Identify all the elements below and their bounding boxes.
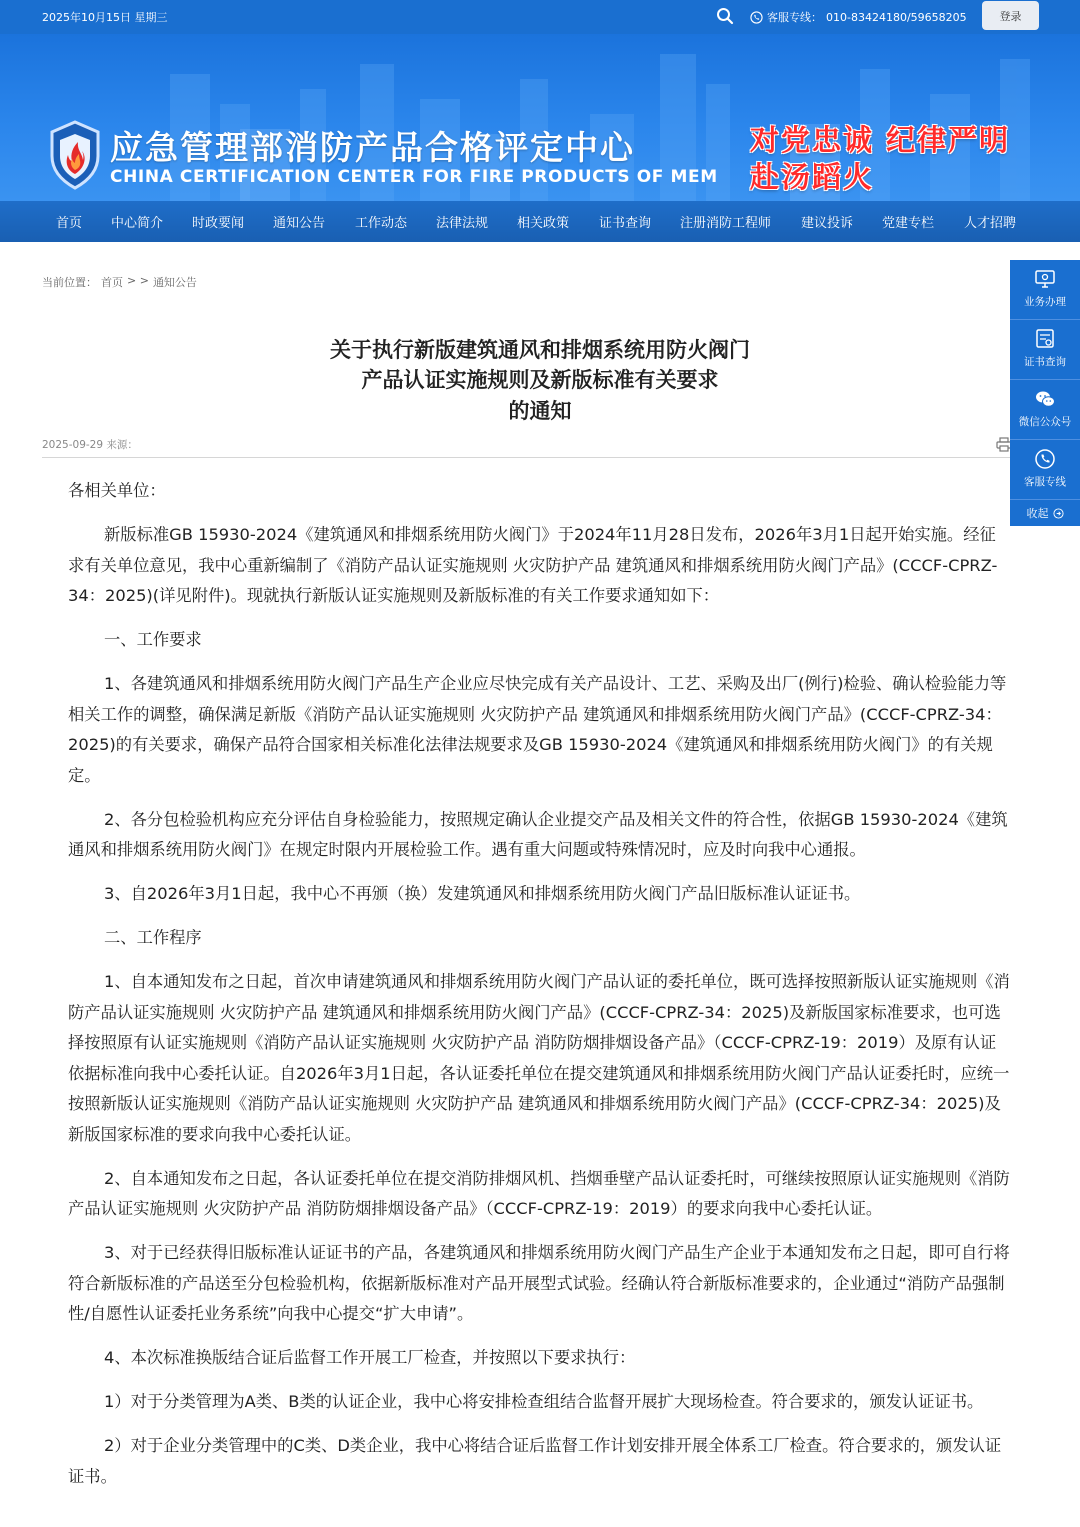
breadcrumb: [42, 274, 197, 290]
nav-item-laws[interactable]: 法律法规: [436, 216, 489, 231]
slogan-line1: 对党忠诚 纪律严明: [750, 123, 1011, 157]
side-item-business[interactable]: [1010, 260, 1080, 320]
login-button[interactable]: 登录: [982, 1, 1039, 30]
collapse-button[interactable]: [1010, 500, 1080, 526]
article-title-line2: 产品认证实施规则及新版标准有关要求: [361, 368, 719, 392]
article-paragraph: 1、各建筑通风和排烟系统用防火阀门产品生产企业应尽快完成有关产品设计、工艺、采购及出厂(例行)检验、确认检验能力等相关工作的调整，确保满足新版《消防产品认证实施规则 火灾防护产品 建筑通风和排烟系统用防火阀门产品》(CCCF-CPRZ-34：2025)的有关要求，确保产品符合国家相关标准化法律法规要求及GB 15930-2024《建筑通风和排烟系统用防火阀门》的有关规定。: [68, 674, 1007, 785]
side-item-label: 业务办理: [1024, 296, 1066, 308]
nav-item-news[interactable]: 时政要闻: [192, 216, 245, 231]
article-paragraph: 新版标准GB 15930-2024《建筑通风和排烟系统用防火阀门》于2024年11月28日发布，2026年3月1日起开始实施。经征求有关单位意见，我中心重新编制了《消防产品认证实施规则 火灾防护产品 建筑通风和排烟系统用防火阀门产品》(CCCF-CPRZ-34：2025)(详见附件)。现就执行新版认证实施规则及新版标准的有关工作要求通知如下：: [68, 525, 998, 605]
hotline-label: 客服专线：: [767, 11, 822, 24]
side-item-hotline[interactable]: [1010, 440, 1080, 500]
floating-service-panel: [1010, 260, 1080, 526]
article-paragraph: 2、自本通知发布之日起，各认证委托单位在提交消防排烟风机、挡烟垂壁产品认证委托时，可继续按照原认证实施规则《消防产品认证实施规则 火灾防护产品 消防防烟排烟设备产品》（CCCF-CPRZ-19：2019）的要求向我中心委托认证。: [68, 1168, 1010, 1218]
certificate-icon: [1034, 328, 1056, 350]
collapse-label: 收起: [1026, 507, 1049, 520]
article-paragraph: 3、对于已经获得旧版标准认证证书的产品，各建筑通风和排烟系统用防火阀门产品生产企业于本通知发布之日起，即可自行将符合新版标准的产品送至分包检验机构，依据新版标准对产品开展型式试验。经确认符合新版标准要求的，企业通过“消防产品强制性/自愿性认证委托业务系统”向我中心提交“扩大申请”。: [68, 1243, 1010, 1323]
article-title-line3: 的通知: [508, 399, 572, 423]
phone-icon: [750, 11, 763, 24]
site-subtitle-en: CHINA CERTIFICATION CENTER FOR FIRE PRODUCTS OF MEM: [110, 167, 718, 187]
article-paragraph: 1、自本通知发布之日起，首次申请建筑通风和排烟系统用防火阀门产品认证的委托单位，既可选择按照新版认证实施规则《消防产品认证实施规则 火灾防护产品 建筑通风和排烟系统用防火阀门产品》(CCCF-CPRZ-34：2025)及新版国家标准要求，也可选择按照原有认证实施规则《消防产品认证实施规则 火灾防护产品 消防防烟排烟设备产品》（CCCF-CPRZ-19：2019）及原有认证依据标准向我中心委托认证。自2026年3月1日起，各认证委托单位在提交建筑通风和排烟系统用防火阀门产品认证委托时，应统一按照新版认证实施规则《消防产品认证实施规则 火灾防护产品 建筑通风和排烟系统用防火阀门产品》(CCCF-CPRZ-34：2025)及新版国家标准的要求向我中心委托认证。: [68, 972, 1010, 1144]
article-title-line1: 关于执行新版建筑通风和排烟系统用防火阀门: [330, 338, 750, 362]
phone-icon: [1034, 448, 1056, 470]
wechat-icon: [1034, 388, 1056, 410]
article-paragraph: 2、各分包检验机构应充分评估自身检验能力，按照规定确认企业提交产品及相关文件的符合性，依据GB 15930-2024《建筑通风和排烟系统用防火阀门》在规定时限内开展检验工作。遇有重大问题或特殊情况时，应及时向我中心通报。: [68, 809, 1008, 859]
nav-item-party-building[interactable]: 党建专栏: [882, 216, 935, 231]
article-paragraph: 3、自2026年3月1日起，我中心不再颁（换）发建筑通风和排烟系统用防火阀门产品旧版标准认证证书。: [104, 884, 861, 903]
hotline: [750, 9, 967, 25]
article-paragraph: 4、本次标准换版结合证后监督工作开展工厂检查，并按照以下要求执行：: [104, 1348, 636, 1367]
fire-shield-logo-icon: [48, 120, 102, 190]
breadcrumb-prefix: 当前位置：: [42, 276, 97, 289]
slogan-line2: 赴汤蹈火: [750, 160, 875, 194]
site-title: 应急管理部消防产品合格评定中心: [110, 128, 635, 167]
nav-item-complaints[interactable]: 建议投诉: [801, 216, 854, 231]
article-body: [68, 476, 1010, 1506]
current-date: 2025年10月15日 星期三: [42, 11, 168, 24]
side-item-wechat[interactable]: [1010, 380, 1080, 440]
arrow-right-circle-icon: [1053, 508, 1064, 519]
nav-item-notices[interactable]: 通知公告: [273, 216, 326, 231]
article-paragraph: 1）对于分类管理为A类、B类的认证企业，我中心将安排检查组结合监督开展扩大现场检查。符合要求的，颁发认证证书。: [104, 1392, 984, 1411]
side-item-label: 微信公众号: [1018, 416, 1072, 428]
nav-item-certificate-query[interactable]: 证书查询: [599, 216, 652, 231]
site-banner: [0, 34, 1080, 201]
breadcrumb-home[interactable]: 首页: [101, 276, 123, 289]
nav-item-fire-engineer[interactable]: 注册消防工程师: [680, 216, 772, 231]
title-divider: [42, 457, 1010, 458]
salutation: 各相关单位：: [68, 481, 166, 500]
side-item-label: 证书查询: [1024, 356, 1066, 368]
side-item-label: 客服专线: [1024, 476, 1066, 488]
nav-item-recruitment[interactable]: 人才招聘: [964, 216, 1017, 231]
monitor-icon: [1034, 268, 1056, 290]
hotline-number: 010-83424180/59658205: [826, 10, 967, 24]
nav-item-work-updates[interactable]: 工作动态: [355, 216, 408, 231]
breadcrumb-current[interactable]: 通知公告: [152, 276, 197, 289]
nav-item-home[interactable]: 首页: [56, 216, 83, 231]
side-item-certificate[interactable]: [1010, 320, 1080, 380]
nav-item-about[interactable]: 中心简介: [111, 216, 164, 231]
main-nav: [0, 201, 1080, 242]
article-paragraph: 2）对于企业分类管理中的C类、D类企业，我中心将结合证后监督工作计划安排开展全体系工厂检查。符合要求的，颁发认证证书。: [68, 1436, 1002, 1486]
top-bar: [0, 0, 1080, 34]
section-heading: 二、工作程序: [104, 928, 202, 947]
breadcrumb-separator: > >: [127, 274, 149, 287]
nav-item-policies[interactable]: 相关政策: [517, 216, 570, 231]
article-meta: 2025-09-29 来源：: [42, 439, 138, 451]
search-icon[interactable]: [714, 5, 736, 27]
section-heading: 一、工作要求: [104, 630, 202, 649]
